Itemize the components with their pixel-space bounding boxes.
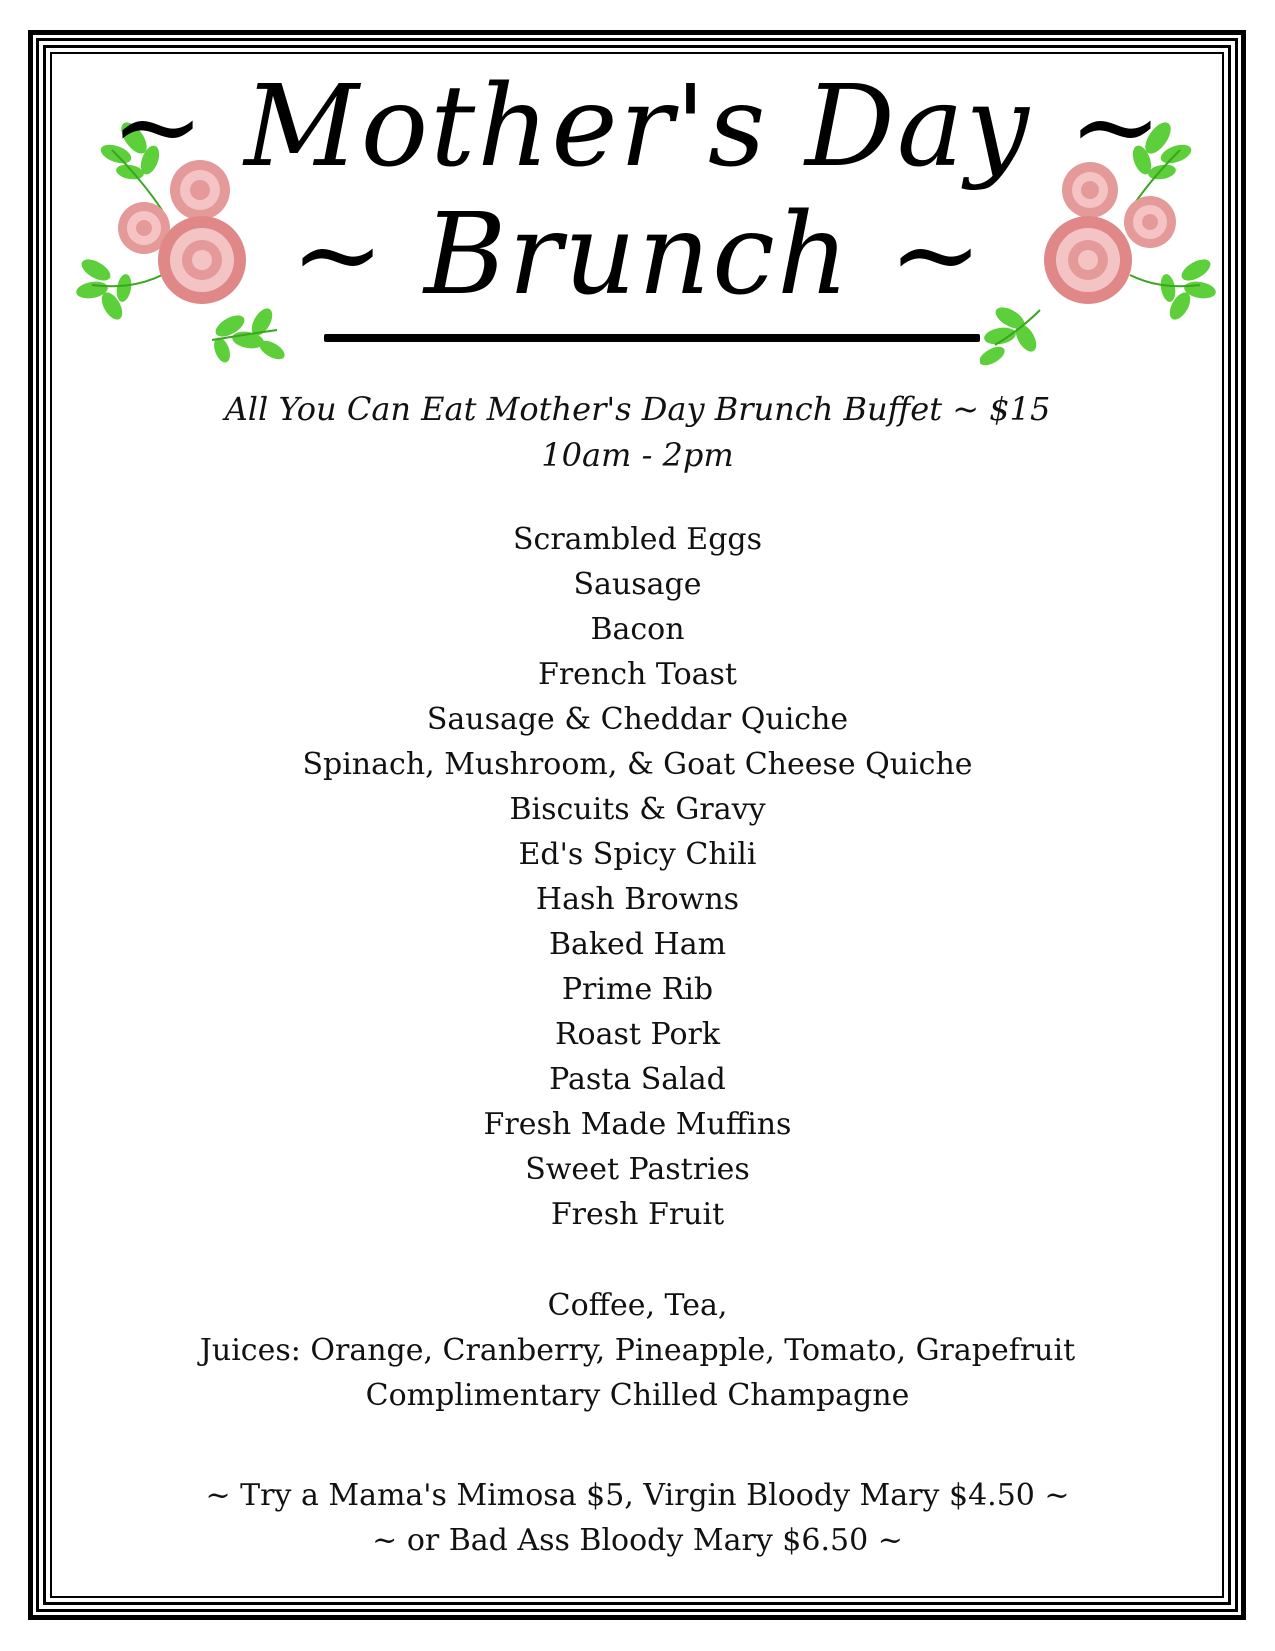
buffet-hours: 10am - 2pm [541, 436, 734, 474]
list-item: Ed's Spicy Chili [518, 837, 757, 872]
list-item: Baked Ham [548, 927, 727, 962]
title-underline [324, 334, 980, 342]
list-item: Fresh Fruit [550, 1197, 725, 1232]
beverage-line: Complimentary Chilled Champagne [365, 1378, 910, 1413]
buffet-price-line: All You Can Eat Mother's Day Brunch Buffet ~ $15 [224, 390, 1051, 428]
list-item: French Toast [538, 657, 737, 692]
title-line-1: ~ Mother's Day ~ [110, 62, 1165, 192]
beverage-line: Juices: Orange, Cranberry, Pineapple, Tomato, Grapefruit [199, 1333, 1076, 1368]
list-item: Prime Rib [561, 972, 714, 1007]
list-item: Pasta Salad [549, 1062, 726, 1097]
menu-list [0, 517, 1275, 1237]
special-line: ~ or Bad Ass Bloody Mary $6.50 ~ [372, 1523, 903, 1558]
drink-specials-section [0, 1473, 1275, 1563]
list-item: Sausage [573, 567, 702, 602]
list-item: Bacon [590, 612, 685, 647]
title-line-2: ~ Brunch ~ [290, 190, 985, 320]
beverages-section [0, 1283, 1275, 1418]
list-item: Hash Browns [535, 882, 740, 917]
list-item: Biscuits & Gravy [509, 792, 766, 827]
list-item: Fresh Made Muffins [483, 1107, 792, 1142]
special-line: ~ Try a Mama's Mimosa $5, Virgin Bloody Mary $4.50 ~ [205, 1478, 1070, 1513]
list-item: Spinach, Mushroom, & Goat Cheese Quiche [302, 747, 973, 782]
list-item: Roast Pork [554, 1017, 721, 1052]
beverage-line: Coffee, Tea, [547, 1288, 728, 1323]
list-item: Sausage & Cheddar Quiche [426, 702, 849, 737]
list-item: Scrambled Eggs [512, 522, 763, 557]
list-item: Sweet Pastries [525, 1152, 750, 1187]
